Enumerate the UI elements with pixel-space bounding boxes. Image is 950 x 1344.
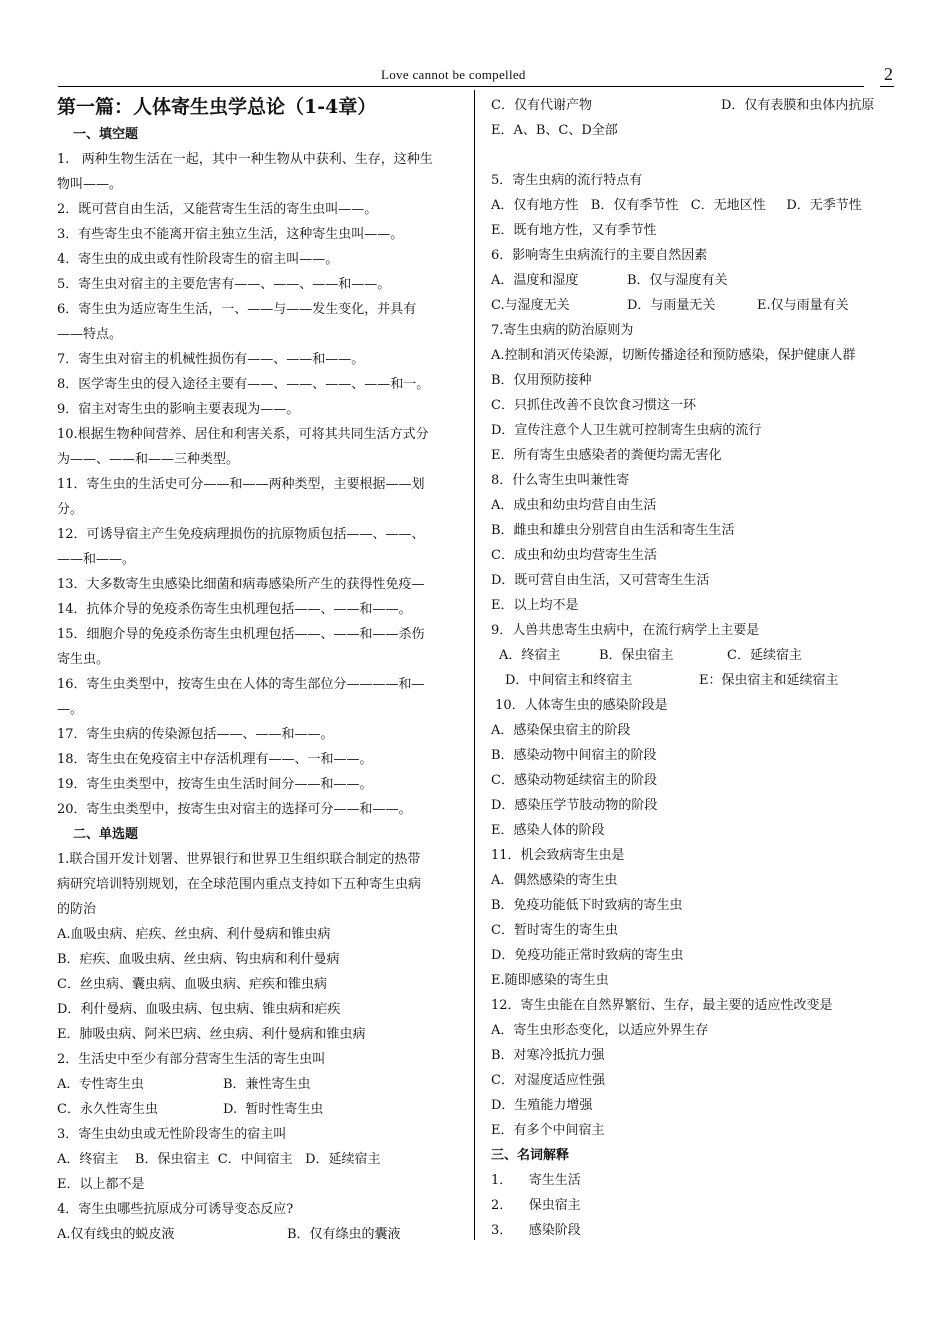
questions-7-9 bbox=[491, 318, 901, 693]
fill-in-line: 11．寄生虫的生活史可分——和——两种类型，主要根据——划 bbox=[57, 477, 425, 492]
question-option: E．A、B、C、D全部 bbox=[491, 123, 618, 138]
column-divider bbox=[474, 90, 475, 1240]
question-option: C．延续宿主 bbox=[727, 648, 802, 663]
question-line: C．对湿度适应性强 bbox=[491, 1073, 605, 1088]
term-item: 2． 保虫宿主 bbox=[491, 1198, 581, 1213]
question-option: B．仅与湿度有关 bbox=[627, 273, 728, 288]
question-line: C．成虫和幼虫均营寄生生活 bbox=[491, 548, 657, 563]
question-option: C．永久性寄生虫 bbox=[57, 1102, 158, 1117]
fill-in-line: 2．既可营自由生活，又能营寄生生活的寄生虫叫——。 bbox=[57, 202, 378, 217]
question-line: 12．寄生虫能在自然界繁衍、生存，最主要的适应性改变是 bbox=[491, 998, 833, 1013]
option-row bbox=[491, 93, 901, 118]
fill-in-line: 物叫——。 bbox=[57, 177, 123, 192]
fill-in-line: 12．可诱导宿主产生免疫病理损伤的抗原物质包括——、——、 bbox=[57, 527, 425, 542]
question-option: D．与雨量无关 bbox=[627, 298, 716, 313]
fill-in-list bbox=[57, 147, 465, 822]
option-row bbox=[491, 643, 901, 668]
question-option: A．温度和湿度 bbox=[491, 273, 579, 288]
question-line: A．偶然感染的寄生虫 bbox=[491, 873, 618, 888]
section-heading-single-choice: 二、单选题 bbox=[73, 827, 139, 842]
question-option: C．仅有代谢产物 bbox=[491, 98, 592, 113]
header-rule bbox=[58, 86, 864, 87]
right-column bbox=[491, 93, 901, 1243]
question-line: 的防治 bbox=[57, 902, 97, 917]
question-line: 11．机会致病寄生虫是 bbox=[491, 848, 625, 863]
question-line: D．免疫功能正常时致病的寄生虫 bbox=[491, 948, 684, 963]
fill-in-line: 1. 两种生物生活在一起，其中一种生物从中获利、生存，这种生 bbox=[57, 152, 433, 167]
question-line: A．成虫和幼虫均营自由生活 bbox=[491, 498, 657, 513]
questions-10-12 bbox=[491, 693, 901, 1143]
fill-in-line: 3．有些寄生虫不能离开宿主独立生活，这种寄生虫叫——。 bbox=[57, 227, 404, 242]
question-2 bbox=[57, 1047, 465, 1122]
question-line: C．暂时寄生的寄生虫 bbox=[491, 923, 618, 938]
question-options: A．仅有地方性 B．仅有季节性 C．无地区性 D．无季节性 bbox=[491, 198, 862, 213]
question-line: A.控制和消灭传染源，切断传播途径和预防感染，保护健康人群 bbox=[491, 348, 856, 363]
question-option: E.仅与雨量有关 bbox=[757, 298, 849, 313]
fill-in-line: 20．寄生虫类型中，按寄生虫对宿主的选择可分——和——。 bbox=[57, 802, 412, 817]
fill-in-line: 寄生虫。 bbox=[57, 652, 110, 667]
chapter-title: 第一篇：人体寄生虫学总论（1-4章） bbox=[57, 96, 377, 118]
term-item: 1． 寄生生活 bbox=[491, 1173, 581, 1188]
question-stem: 6．影响寄生虫病流行的主要自然因素 bbox=[491, 248, 708, 263]
question-line: D．感染压学节肢动物的阶段 bbox=[491, 798, 658, 813]
question-line: E．感染人体的阶段 bbox=[491, 823, 605, 838]
option-row bbox=[57, 1072, 465, 1097]
question-option: E．以上都不是 bbox=[57, 1177, 145, 1192]
question-line: C．只抓住改善不良饮食习惯这一环 bbox=[491, 398, 696, 413]
question-1 bbox=[57, 847, 465, 1047]
question-stem: 4．寄生虫哪些抗原成分可诱导变态反应? bbox=[57, 1202, 294, 1217]
fill-in-line: 14．抗体介导的免疫杀伤寄生虫机理包括——、——和——。 bbox=[57, 602, 412, 617]
question-line: 8．什么寄生虫叫兼性寄 bbox=[491, 473, 630, 488]
question-stem: 2．生活史中至少有部分营寄生生活的寄生虫叫 bbox=[57, 1052, 326, 1067]
fill-in-line: 18．寄生虫在免疫宿主中存活机理有——、一和——。 bbox=[57, 752, 373, 767]
question-line: 7.寄生虫病的防治原则为 bbox=[491, 323, 634, 338]
left-column bbox=[57, 93, 465, 1247]
option-row bbox=[57, 1097, 465, 1122]
fill-in-line: ——和——。 bbox=[57, 552, 136, 567]
fill-in-line: 17．寄生虫病的传染源包括——、——和——。 bbox=[57, 727, 334, 742]
question-4 bbox=[57, 1197, 465, 1247]
question-option: A. 专性寄生虫 bbox=[57, 1077, 144, 1092]
question-line: B．对寒冷抵抗力强 bbox=[491, 1048, 605, 1063]
option-row bbox=[57, 1222, 465, 1247]
question-stem: 5．寄生虫病的流行特点有 bbox=[491, 173, 643, 188]
fill-in-line: 16．寄生虫类型中，按寄生虫在人体的寄生部位分————和— bbox=[57, 677, 425, 692]
fill-in-line: 7．寄生虫对宿主的机械性损伤有——、——和——。 bbox=[57, 352, 365, 367]
fill-in-line: 15．细胞介导的免疫杀伤寄生虫机理包括——、——和——杀伤 bbox=[57, 627, 425, 642]
page-number-rule bbox=[880, 86, 894, 87]
question-option: B．保虫宿主 bbox=[599, 648, 674, 663]
fill-in-line: 10.根据生物种间营养、居住和利害关系，可将其共同生活方式分 bbox=[57, 427, 429, 442]
fill-in-line: 9．宿主对寄生虫的影响主要表现为——。 bbox=[57, 402, 300, 417]
question-option: A.仅有线虫的蜕皮液 bbox=[57, 1227, 175, 1242]
question-line: B．免疫功能低下时致病的寄生虫 bbox=[491, 898, 683, 913]
question-line: B．仅用预防接种 bbox=[491, 373, 592, 388]
question-option: C.与湿度无关 bbox=[491, 298, 570, 313]
blank-line bbox=[491, 143, 901, 168]
question-line: 9．人兽共患寄生虫病中，在流行病学上主要是 bbox=[491, 623, 760, 638]
section-heading-fill-in: 一、填空题 bbox=[73, 127, 139, 142]
option-row bbox=[491, 668, 901, 693]
question-option: D．中间宿主和终宿主 bbox=[505, 673, 633, 688]
question-option: D．利什曼病、血吸虫病、包虫病、锥虫病和疟疾 bbox=[57, 1002, 341, 1017]
question-line: E．所有寄生虫感染者的粪便均需无害化 bbox=[491, 448, 722, 463]
question-option: B．仅有绦虫的囊液 bbox=[287, 1227, 401, 1242]
question-line: C．感染动物延续宿主的阶段 bbox=[491, 773, 657, 788]
question-line: B．感染动物中间宿主的阶段 bbox=[491, 748, 657, 763]
fill-in-line: 4．寄生虫的成虫或有性阶段寄生的宿主叫——。 bbox=[57, 252, 339, 267]
question-line: E．以上均不是 bbox=[491, 598, 579, 613]
option-row bbox=[491, 268, 901, 293]
fill-in-line: —。 bbox=[57, 702, 84, 717]
term-item: 3． 感染阶段 bbox=[491, 1223, 581, 1238]
section-heading-terms: 三、名词解释 bbox=[491, 1148, 570, 1163]
question-line: D．生殖能力增强 bbox=[491, 1098, 593, 1113]
question-option: B．兼性寄生虫 bbox=[223, 1077, 311, 1092]
question-stem: 3．寄生虫幼虫或无性阶段寄生的宿主叫 bbox=[57, 1127, 287, 1142]
question-option: A．终宿主 bbox=[499, 648, 561, 663]
fill-in-line: 6．寄生虫为适应寄生生活，一、——与——发生变化，并具有 bbox=[57, 302, 417, 317]
fill-in-line: ——特点。 bbox=[57, 327, 123, 342]
question-line: D．宣传注意个人卫生就可控制寄生虫病的流行 bbox=[491, 423, 762, 438]
question-option: C．丝虫病、囊虫病、血吸虫病、疟疾和锥虫病 bbox=[57, 977, 327, 992]
question-option: E．既有地方性，又有季节性 bbox=[491, 223, 657, 238]
question-3 bbox=[57, 1122, 465, 1197]
question-option: E：保虫宿主和延续宿主 bbox=[699, 673, 839, 688]
question-line: 1.联合国开发计划署、世界银行和世界卫生组织联合制定的热带 bbox=[57, 852, 421, 867]
fill-in-line: 8．医学寄生虫的侵入途径主要有——、——、——、——和一。 bbox=[57, 377, 430, 392]
terms-list bbox=[491, 1168, 901, 1243]
question-line: A．感染保虫宿主的阶段 bbox=[491, 723, 631, 738]
option-row bbox=[491, 293, 901, 318]
question-6 bbox=[491, 243, 901, 318]
fill-in-line: 分。 bbox=[57, 502, 84, 517]
question-options: A．终宿主 B．保虫宿主 C．中间宿主 D．延续宿主 bbox=[57, 1152, 381, 1167]
question-option: A.血吸虫病、疟疾、丝虫病、利什曼病和锥虫病 bbox=[57, 927, 331, 942]
question-option: D．仅有表膜和虫体内抗原 bbox=[721, 98, 875, 113]
question-line: E．有多个中间宿主 bbox=[491, 1123, 605, 1138]
question-line: 10．人体寄生虫的感染阶段是 bbox=[491, 698, 668, 713]
running-header: Love cannot be compelled bbox=[381, 67, 526, 82]
fill-in-line: 5．寄生虫对宿主的主要危害有——、——、——和——。 bbox=[57, 277, 391, 292]
question-5 bbox=[491, 168, 901, 243]
question-option: B．疟疾、血吸虫病、丝虫病、钩虫病和利什曼病 bbox=[57, 952, 340, 967]
question-option: E．肺吸虫病、阿米巴病、丝虫病、利什曼病和锥虫病 bbox=[57, 1027, 366, 1042]
fill-in-line: 19．寄生虫类型中，按寄生虫生活时间分——和——。 bbox=[57, 777, 373, 792]
fill-in-line: 为——、——和——三种类型。 bbox=[57, 452, 240, 467]
question-line: A．寄生虫形态变化，以适应外界生存 bbox=[491, 1023, 709, 1038]
page-number: 2 bbox=[884, 64, 893, 84]
question-line: B．雌虫和雄虫分别营自由生活和寄生生活 bbox=[491, 523, 735, 538]
fill-in-line: 13．大多数寄生虫感染比细菌和病毒感染所产生的获得性免疫— bbox=[57, 577, 425, 592]
question-line: 病研究培训特别规划，在全球范围内重点支持如下五种寄生虫病 bbox=[57, 877, 422, 892]
question-line: E.随即感染的寄生虫 bbox=[491, 973, 609, 988]
question-line: D．既可营自由生活，又可营寄生生活 bbox=[491, 573, 710, 588]
question-option: D. 暂时性寄生虫 bbox=[223, 1102, 324, 1117]
